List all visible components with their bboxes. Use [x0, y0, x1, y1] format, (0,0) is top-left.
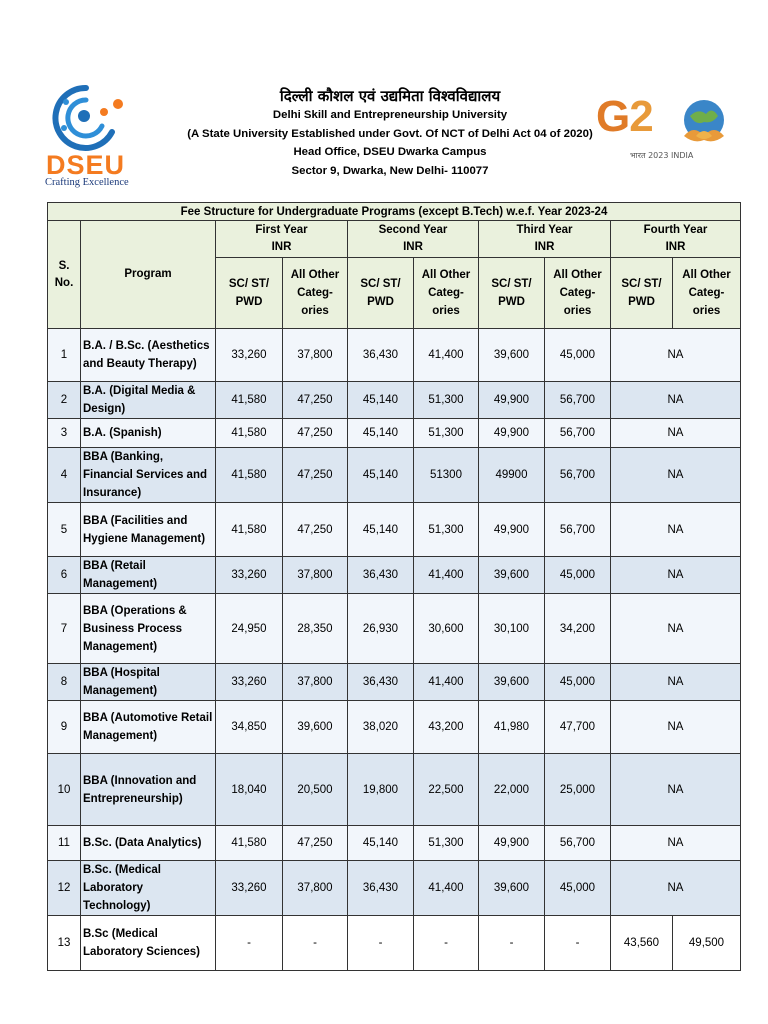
fourth-year-cell: NA [611, 503, 741, 557]
program-cell: BBA (Operations & Business Process Management) [81, 594, 216, 664]
fee-cell: - [545, 916, 611, 971]
category-header-line: SC/ ST/ [360, 278, 401, 290]
fee-cell: 49,900 [479, 503, 545, 557]
fee-cell: 19,800 [348, 754, 414, 826]
fee-cell: 39,600 [479, 664, 545, 701]
fee-cell: 56,700 [545, 448, 611, 503]
fee-cell: 41,400 [414, 861, 479, 916]
program-header: Program [81, 221, 216, 329]
category-header [673, 258, 741, 329]
fee-cell: 33,260 [216, 861, 283, 916]
fourth-year-cell: NA [611, 664, 741, 701]
logo-wordmark: DSEU [46, 150, 126, 180]
program-cell: B.Sc (Medical Laboratory Sciences) [81, 916, 216, 971]
fee-cell: 47,250 [283, 826, 348, 861]
category-header [479, 258, 545, 329]
year-label: Third Year [516, 224, 573, 236]
third-year-header [479, 221, 611, 258]
fee-cell: 36,430 [348, 664, 414, 701]
fee-cell: - [348, 916, 414, 971]
fee-cell: 37,800 [283, 861, 348, 916]
fee-cell: 33,260 [216, 329, 283, 382]
fee-cell: - [216, 916, 283, 971]
fee-cell: 51,300 [414, 503, 479, 557]
fourth-year-cell: NA [611, 329, 741, 382]
fee-cell: 49,900 [479, 419, 545, 448]
category-header-line: PWD [498, 296, 525, 308]
serial-number-cell: 2 [48, 382, 81, 419]
program-cell: B.A. (Digital Media & Design) [81, 382, 216, 419]
serial-number-cell: 6 [48, 557, 81, 594]
fee-cell: 37,800 [283, 557, 348, 594]
year-unit: INR [403, 241, 423, 253]
fee-cell: 39,600 [283, 701, 348, 754]
serial-number-cell: 4 [48, 448, 81, 503]
category-header-line: SC/ ST/ [491, 278, 532, 290]
program-cell: BBA (Hospital Management) [81, 664, 216, 701]
category-header-line: ories [301, 305, 329, 317]
fee-table-body [48, 329, 741, 971]
table-row [48, 754, 741, 826]
fee-cell: - [414, 916, 479, 971]
g20-subtitle: भारत 2023 INDIA [630, 151, 694, 160]
fee-cell: 47,250 [283, 382, 348, 419]
fourth-year-cell: NA [611, 382, 741, 419]
serial-number-cell: 3 [48, 419, 81, 448]
category-header [216, 258, 283, 329]
category-header-line: Categ- [688, 287, 725, 299]
fee-cell: 24,950 [216, 594, 283, 664]
fee-cell: 26,930 [348, 594, 414, 664]
fee-cell: 36,430 [348, 557, 414, 594]
fee-cell: 47,700 [545, 701, 611, 754]
document-header [0, 0, 768, 200]
category-header [348, 258, 414, 329]
fee-cell: 45,140 [348, 419, 414, 448]
fee-cell: 41,580 [216, 382, 283, 419]
fourth-year-cell: NA [611, 754, 741, 826]
category-header-line: All Other [421, 269, 471, 281]
university-name: Delhi Skill and Entrepreneurship University [272, 109, 508, 121]
fee-cell: 39,600 [479, 861, 545, 916]
fourth-year-cell: NA [611, 701, 741, 754]
g20-letter: G [596, 92, 630, 141]
fee-cell: 41,580 [216, 448, 283, 503]
category-header-line: PWD [628, 296, 655, 308]
second-year-header [348, 221, 479, 258]
fee-cell: 45,140 [348, 503, 414, 557]
year-label: Second Year [378, 224, 448, 236]
fee-cell: 51,300 [414, 382, 479, 419]
fee-cell: 38,020 [348, 701, 414, 754]
fee-cell: 30,600 [414, 594, 479, 664]
fee-cell: - [283, 916, 348, 971]
fee-structure-table [47, 202, 741, 971]
program-cell: BBA (Innovation and Entrepreneurship) [81, 754, 216, 826]
g20-wordmark [596, 92, 653, 142]
program-cell: B.A. / B.Sc. (Aesthetics and Beauty Therapy) [81, 329, 216, 382]
fee-cell: 47,250 [283, 448, 348, 503]
fee-cell: 33,260 [216, 557, 283, 594]
year-unit: INR [665, 241, 686, 253]
category-header-line: Categ- ories [559, 287, 596, 317]
fee-cell: 45,000 [545, 557, 611, 594]
university-info [160, 86, 620, 180]
fee-cell: 56,700 [545, 503, 611, 557]
fee-cell: 47,250 [283, 419, 348, 448]
category-header [283, 258, 348, 329]
table-row [48, 664, 741, 701]
fee-cell: 25,000 [545, 754, 611, 826]
program-cell: BBA (Automotive Retail Management) [81, 701, 216, 754]
year-unit: INR [271, 241, 292, 253]
fee-cell: 41,400 [414, 557, 479, 594]
category-header-line: SC/ ST/ [228, 278, 270, 290]
table-row [48, 503, 741, 557]
fee-cell: 45,140 [348, 382, 414, 419]
g20-logo [596, 92, 736, 172]
fee-cell: 41,400 [414, 329, 479, 382]
category-header-line: All Other [682, 269, 731, 281]
serial-number-cell: 12 [48, 861, 81, 916]
category-header-line: Categ- ories [428, 287, 464, 317]
serial-number-cell: 9 [48, 701, 81, 754]
category-header-line: PWD [367, 296, 394, 308]
lotus-globe-icon [676, 96, 732, 148]
serial-number-cell: 1 [48, 329, 81, 382]
fee-cell: 41,580 [216, 503, 283, 557]
category-header-line: PWD [235, 296, 263, 308]
year-label: First Year [255, 224, 308, 236]
serial-number-cell: 5 [48, 503, 81, 557]
fourth-year-cell: NA [611, 594, 741, 664]
fee-cell: 45,140 [348, 448, 414, 503]
fee-cell: 37,800 [283, 664, 348, 701]
fee-cell: 39,600 [479, 329, 545, 382]
fourth-year-cell: NA [611, 419, 741, 448]
category-header-line: Categ- [297, 287, 333, 299]
program-cell: BBA (Banking, Financial Services and Insurance) [81, 448, 216, 503]
university-name-hindi: दिल्ली कौशल एवं उद्यमिता विश्वविद्यालय [279, 87, 501, 105]
fee-cell: 45,000 [545, 664, 611, 701]
fourth-year-cell: NA [611, 861, 741, 916]
fee-cell: 41,980 [479, 701, 545, 754]
logo-tagline: Crafting Excellence [45, 177, 129, 188]
table-row [48, 916, 741, 971]
fee-cell: - [479, 916, 545, 971]
fee-cell: 51300 [414, 448, 479, 503]
program-cell: BBA (Facilities and Hygiene Management) [81, 503, 216, 557]
dseu-logo-icon [40, 82, 130, 152]
first-year-header [216, 221, 348, 258]
category-header-line: All Other [553, 269, 602, 281]
fee-cell: 20,500 [283, 754, 348, 826]
fee-cell: 41,580 [216, 826, 283, 861]
table-row [48, 826, 741, 861]
fee-cell: 41,580 [216, 419, 283, 448]
fee-cell: 33,260 [216, 664, 283, 701]
category-header-line: SC/ ST/ [621, 278, 662, 290]
category-header-line: ories [692, 305, 721, 317]
program-cell: B.A. (Spanish) [81, 419, 216, 448]
table-caption: Fee Structure for Undergraduate Programs (except B.Tech) w.e.f. Year 2023-24 [48, 203, 741, 221]
year-unit: INR [534, 241, 555, 253]
category-header [414, 258, 479, 329]
fee-cell: 47,250 [283, 503, 348, 557]
fee-cell: 36,430 [348, 861, 414, 916]
office-address: Sector 9, Dwarka, New Delhi- 110077 [291, 164, 489, 177]
serial-number-cell: 8 [48, 664, 81, 701]
office-name: Head Office, DSEU Dwarka Campus [293, 146, 487, 159]
fee-cell: 41,400 [414, 664, 479, 701]
fee-cell: 49900 [479, 448, 545, 503]
year-header-row [48, 221, 741, 258]
category-header-line: All Other [290, 269, 340, 281]
table-row [48, 419, 741, 448]
fee-cell: 56,700 [545, 382, 611, 419]
serial-number-cell: 13 [48, 916, 81, 971]
table-row [48, 701, 741, 754]
year-label: Fourth Year [643, 224, 708, 236]
fee-cell: 45,000 [545, 861, 611, 916]
table-row [48, 594, 741, 664]
fee-cell: 36,430 [348, 329, 414, 382]
program-cell: B.Sc. (Medical Laboratory Technology) [81, 861, 216, 916]
fee-cell: 39,600 [479, 557, 545, 594]
category-header [611, 258, 673, 329]
fee-cell: 45,140 [348, 826, 414, 861]
serial-number-cell: 11 [48, 826, 81, 861]
fee-cell: 22,000 [479, 754, 545, 826]
serial-number-cell: 10 [48, 754, 81, 826]
establishment-note: (A State University Established under Govt. Of NCT of Delhi Act 04 of 2020) [187, 127, 593, 140]
fee-cell: 49,900 [479, 826, 545, 861]
fourth-year-cell: NA [611, 448, 741, 503]
category-header [545, 258, 611, 329]
fee-cell: 51,300 [414, 826, 479, 861]
fee-cell: 28,350 [283, 594, 348, 664]
table-row [48, 329, 741, 382]
table-caption-row [48, 203, 741, 221]
fee-cell: 34,200 [545, 594, 611, 664]
fee-cell: 43,560 [611, 916, 673, 971]
sno-header: S. No. [48, 221, 81, 329]
g20-number: 2 [629, 92, 653, 141]
fourth-year-cell: NA [611, 557, 741, 594]
fee-cell: 51,300 [414, 419, 479, 448]
table-row [48, 382, 741, 419]
fee-cell: 18,040 [216, 754, 283, 826]
program-cell: BBA (Retail Management) [81, 557, 216, 594]
fee-cell: 56,700 [545, 419, 611, 448]
fee-cell: 37,800 [283, 329, 348, 382]
fee-cell: 45,000 [545, 329, 611, 382]
table-row [48, 448, 741, 503]
fee-cell: 49,500 [673, 916, 741, 971]
fee-cell: 49,900 [479, 382, 545, 419]
fee-cell: 43,200 [414, 701, 479, 754]
fee-cell: 56,700 [545, 826, 611, 861]
table-row [48, 861, 741, 916]
table-row [48, 557, 741, 594]
fourth-year-cell: NA [611, 826, 741, 861]
fee-cell: 30,100 [479, 594, 545, 664]
serial-number-cell: 7 [48, 594, 81, 664]
fee-cell: 34,850 [216, 701, 283, 754]
fourth-year-header [611, 221, 741, 258]
fee-cell: 22,500 [414, 754, 479, 826]
program-cell: B.Sc. (Data Analytics) [81, 826, 216, 861]
